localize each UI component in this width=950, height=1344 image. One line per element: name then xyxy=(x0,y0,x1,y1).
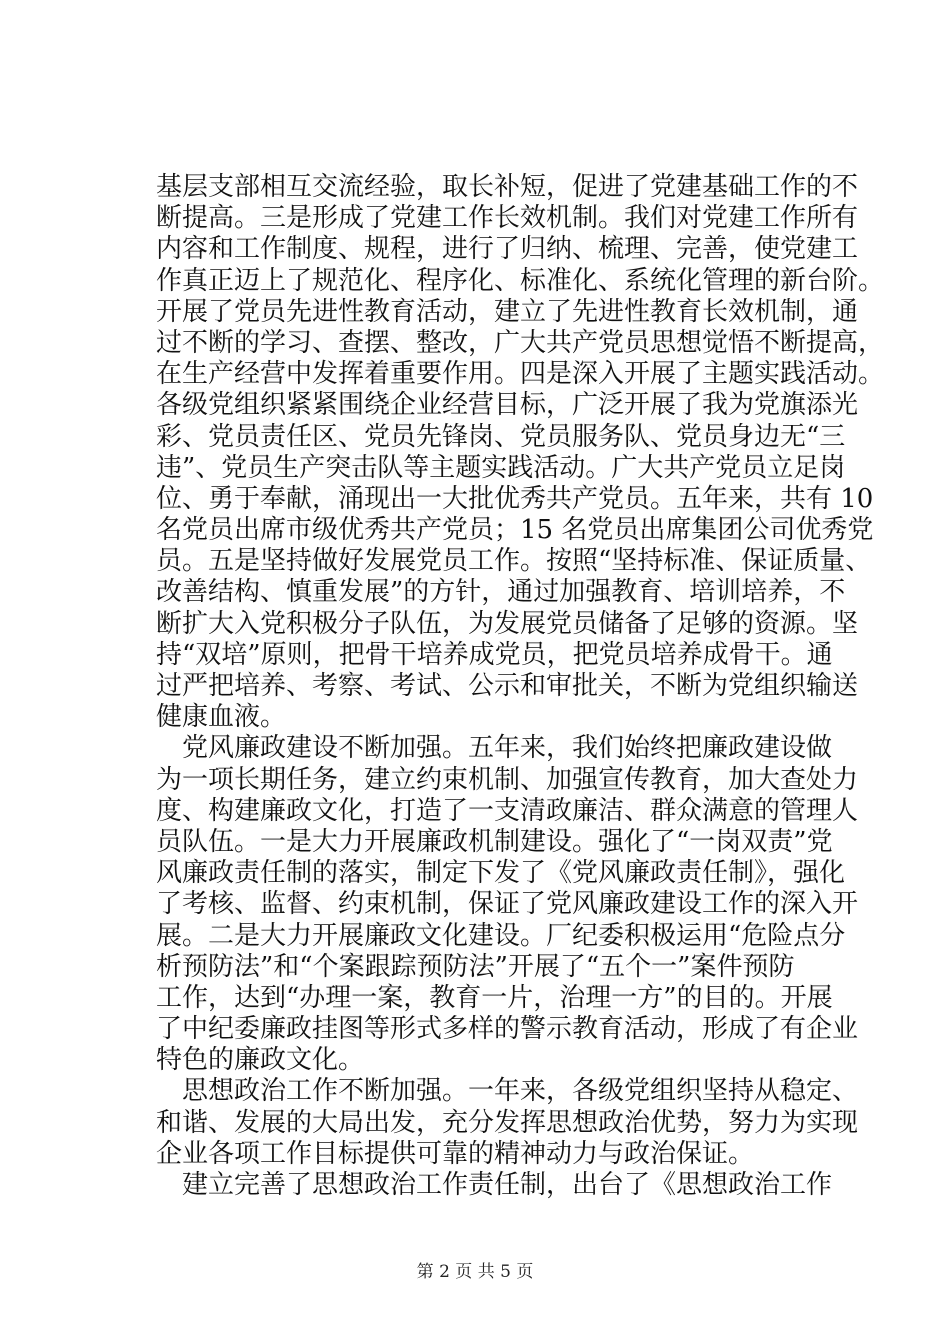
text-line: 健康血液。 xyxy=(156,702,287,733)
body-text xyxy=(156,172,885,1201)
text-line: 和谐、发展的大局出发，充分发挥思想政治优势，努力为实现 xyxy=(156,1107,859,1138)
text-line: 了中纪委廉政挂图等形式多样的警示教育活动，形成了有企业 xyxy=(156,1014,859,1045)
paragraph-start-line: 建立完善了思想政治工作责任制，出台了《思想政治工作 xyxy=(182,1170,833,1200)
text-line: 了考核、监督、约束机制，保证了党风廉政建设工作的深入开 xyxy=(156,889,859,920)
text-line: 过不断的学习、查摆、整改，广大共产党员思想觉悟不断提高， xyxy=(156,327,885,358)
paragraph-start-line: 党风廉政建设不断加强。五年来，我们始终把廉政建设做 xyxy=(182,733,833,764)
text-line: 过严把培养、考察、考试、公示和审批关，不断为党组织输送 xyxy=(156,671,859,701)
text-line: 员。五是坚持做好发展党员工作。按照“坚持标准、保证质量、 xyxy=(156,546,872,577)
text-line: 在生产经营中发挥着重要作用。四是深入开展了主题实践活动。 xyxy=(156,359,885,390)
text-line: 为一项长期任务，建立约束机制、加强宣传教育，加大查处力 xyxy=(156,764,859,795)
text-line: 工作，达到“办理一案，教育一片，治理一方”的目的。开展 xyxy=(156,982,833,1013)
text-line: 断提高。三是形成了党建工作长效机制。我们对党建工作所有 xyxy=(156,203,859,234)
page-number-footer: 第 2 页 共 5 页 xyxy=(416,1262,534,1282)
text-line: 位、勇于奉献，涌现出一大批优秀共产党员。五年来，共有 10 xyxy=(156,483,874,514)
text-line: 彩、党员责任区、党员先锋岗、党员服务队、党员身边无“三 xyxy=(156,421,846,452)
text-line: 违”、党员生产突击队等主题实践活动。广大共产党员立足岗 xyxy=(156,452,846,483)
text-line: 特色的廉政文化。 xyxy=(156,1045,365,1076)
text-line: 员队伍。一是大力开展廉政机制建设。强化了“一岗双责”党 xyxy=(156,826,833,857)
text-line: 内容和工作制度、规程，进行了归纳、梳理、完善，使党建工 xyxy=(156,234,859,265)
text-line: 析预防法”和“个案跟踪预防法”开展了“五个一”案件预防 xyxy=(156,951,795,982)
text-line: 基层支部相互交流经验，取长补短，促进了党建基础工作的不 xyxy=(156,172,859,202)
text-line: 改善结构、慎重发展”的方针，通过加强教育、培训培养，不 xyxy=(156,577,846,608)
text-line: 持“双培”原则，把骨干培养成党员，把党员培养成骨干。通 xyxy=(156,639,833,670)
text-line: 风廉政责任制的落实，制定下发了《党风廉政责任制》，强化 xyxy=(156,858,846,889)
text-line: 各级党组织紧紧围绕企业经营目标，广泛开展了我为党旗添光 xyxy=(156,390,859,421)
text-line: 作真正迈上了规范化、程序化、标准化、系统化管理的新台阶。 xyxy=(156,265,885,296)
text-line: 名党员出席市级优秀共产党员；15 名党员出席集团公司优秀党 xyxy=(156,515,874,546)
paragraph-start-line: 思想政治工作不断加强。一年来，各级党组织坚持从稳定、 xyxy=(182,1076,859,1107)
text-line: 展。二是大力开展廉政文化建设。厂纪委积极运用“危险点分 xyxy=(156,920,846,951)
text-line: 断扩大入党积极分子队伍，为发展党员储备了足够的资源。坚 xyxy=(156,608,859,639)
text-line: 度、构建廉政文化，打造了一支清政廉洁、群众满意的管理人 xyxy=(156,795,859,826)
text-line: 开展了党员先进性教育活动，建立了先进性教育长效机制，通 xyxy=(156,296,859,327)
text-line: 企业各项工作目标提供可靠的精神动力与政治保证。 xyxy=(156,1138,755,1169)
